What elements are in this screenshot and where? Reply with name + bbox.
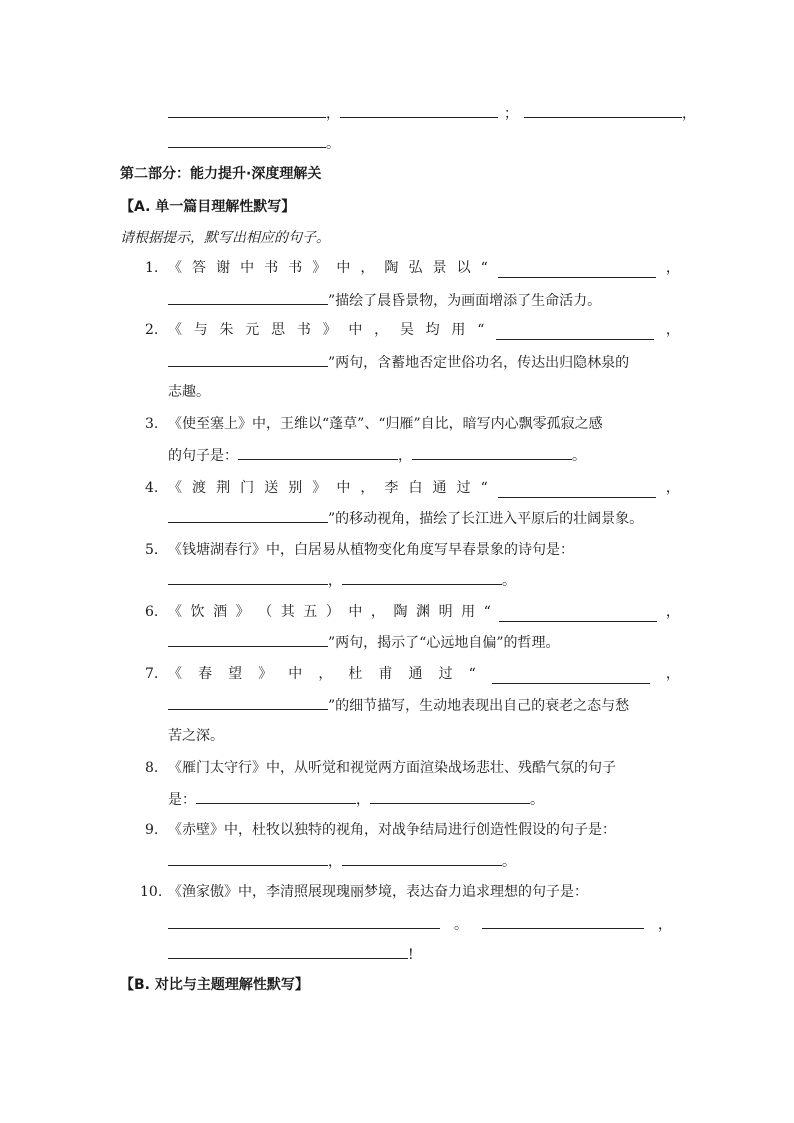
separator: ，	[665, 604, 680, 620]
item-number: 3.	[145, 416, 159, 432]
separator: ，	[665, 322, 680, 338]
prompt-char: 中	[240, 260, 255, 276]
prompt-char: 渊	[416, 604, 431, 620]
item-text: 是：	[168, 792, 196, 808]
end-mark: 。	[502, 854, 516, 870]
item-number: 5.	[145, 542, 159, 558]
end-mark: 。	[530, 792, 544, 808]
prompt-char: 与	[193, 322, 208, 338]
prompt-char: 》	[322, 322, 337, 338]
answer-blank[interactable]	[412, 445, 572, 460]
item-8-line-2	[168, 789, 544, 809]
prompt-char: 景	[432, 260, 447, 276]
answer-blank[interactable]	[370, 789, 530, 804]
answer-blank[interactable]	[168, 133, 326, 148]
item-text: ”的细节描写，生动地表现出自己的衰老之态与愁	[328, 698, 630, 714]
prompt-char: 》	[312, 480, 327, 496]
prompt-char: 门	[240, 480, 255, 496]
item-2-line-2	[168, 352, 629, 372]
item-text: 《钱塘湖春行》中，白居易从植物变化角度写早春景象的诗句是：	[168, 542, 574, 558]
prompt-char: 中	[288, 666, 303, 682]
answer-blank[interactable]	[168, 508, 328, 523]
item-3-line-2	[168, 445, 586, 465]
item-4-line-1	[168, 478, 680, 498]
prompt-char: 中	[348, 322, 363, 338]
prompt-char: 以	[456, 260, 471, 276]
prompt-char: ）	[325, 604, 340, 620]
prompt-char: 《	[168, 322, 182, 338]
item-number: 8.	[145, 760, 159, 776]
prompt-char: 渡	[192, 480, 207, 496]
prompt-char: 谢	[216, 260, 231, 276]
prompt-char: 弘	[408, 260, 423, 276]
prompt-char: 通	[432, 480, 447, 496]
item-7-line-2	[168, 695, 629, 715]
item-text: ”两句，揭示了“心远地自偏”的哲理。	[328, 635, 560, 651]
separator: ；	[504, 106, 518, 122]
item-1-line-1	[168, 258, 680, 278]
item-text: 志趣。	[168, 384, 210, 400]
prompt-char: 书	[296, 322, 311, 338]
part-b-title: 【B. 对比与主题理解性默写】	[120, 977, 309, 993]
item-number: 1.	[145, 260, 159, 276]
answer-blank[interactable]	[168, 290, 328, 305]
prompt-char: 李	[384, 480, 399, 496]
item-text: 《雁门太守行》中，从听觉和视觉两方面渲染战场悲壮、残酷气氛的句子	[168, 760, 616, 776]
answer-blank[interactable]	[498, 483, 656, 498]
prompt-char: 甫	[378, 666, 393, 682]
answer-blank[interactable]	[524, 103, 682, 118]
separator: ，	[356, 792, 370, 808]
prompt-char: 《	[168, 480, 182, 496]
answer-blank[interactable]	[342, 851, 502, 866]
prompt-char: 《	[168, 260, 182, 276]
item-text: ”的移动视角，描绘了长江进入平原后的壮阔景象。	[328, 511, 644, 527]
separator: ，	[328, 854, 342, 870]
item-text: 《渔家傲》中，李清照展现瑰丽梦境，表达奋力追求理想的句子是：	[168, 884, 588, 900]
prompt-char: “	[480, 480, 488, 496]
prompt-char: 元	[245, 322, 260, 338]
item-6-line-1	[168, 602, 680, 622]
answer-blank[interactable]	[168, 944, 408, 959]
prompt-char: 《	[168, 666, 182, 682]
instruction: 请根据提示，默写出相应的句子。	[120, 230, 330, 246]
answer-blank[interactable]	[238, 445, 398, 460]
item-6-line-2	[168, 632, 559, 652]
item-text: 的句子是：	[168, 448, 238, 464]
answer-blank[interactable]	[499, 607, 657, 622]
prompt-char: 均	[425, 322, 440, 338]
answer-blank[interactable]	[168, 914, 440, 929]
answer-blank[interactable]	[168, 570, 328, 585]
answer-blank[interactable]	[168, 352, 328, 367]
separator: ，	[398, 448, 412, 464]
item-2-line-1	[168, 320, 680, 340]
prompt-char: 杜	[348, 666, 363, 682]
prompt-char: 朱	[219, 322, 234, 338]
prompt-char: 通	[408, 666, 423, 682]
answer-blank[interactable]	[168, 103, 326, 118]
prompt-char: 过	[456, 480, 471, 496]
separator: ，	[682, 106, 696, 122]
item-number: 10.	[140, 884, 163, 900]
prompt-char: 望	[228, 666, 243, 682]
prompt-char: 荆	[216, 480, 231, 496]
prompt-char: 五	[303, 604, 318, 620]
prompt-char: 书	[264, 260, 279, 276]
prompt-char: 吴	[399, 322, 414, 338]
prompt-char: 其	[280, 604, 295, 620]
prompt-char: 饮	[190, 604, 205, 620]
answer-blank[interactable]	[492, 669, 650, 684]
item-text: 《赤壁》中，杜牧以独特的视角，对战争结局进行创造性假设的句子是：	[168, 822, 616, 838]
separator: 。	[454, 917, 468, 933]
prompt-char: “	[480, 260, 488, 276]
prompt-char: 中	[348, 604, 363, 620]
prompt-char: “	[468, 666, 476, 682]
item-text: 《使至塞上》中，王维以“蓬草”、“归雁”自比，暗写内心飘零孤寂之感	[168, 416, 603, 432]
prompt-char: ，	[318, 666, 333, 682]
prompt-char: （	[258, 604, 273, 620]
prompt-char: 陶	[384, 260, 399, 276]
prompt-char: 答	[192, 260, 207, 276]
separator: ，	[665, 480, 680, 496]
item-1-line-2	[168, 290, 601, 310]
prompt-char: 酒	[213, 604, 228, 620]
prompt-char: 中	[336, 260, 351, 276]
prompt-char: 思	[271, 322, 286, 338]
prompt-char: 别	[288, 480, 303, 496]
prompt-char: 送	[264, 480, 279, 496]
item-10-line-2	[168, 914, 672, 934]
prompt-char: 书	[288, 260, 303, 276]
answer-blank[interactable]	[498, 263, 656, 278]
end-mark: 。	[326, 136, 340, 152]
prompt-char: 》	[258, 666, 273, 682]
prompt-char: 春	[198, 666, 213, 682]
item-number: 2.	[145, 322, 159, 338]
answer-blank[interactable]	[168, 851, 328, 866]
separator: ，	[665, 260, 680, 276]
prompt-char: ，	[360, 480, 375, 496]
prompt-char: 》	[235, 604, 250, 620]
prompt-char: 》	[312, 260, 327, 276]
prompt-char: 中	[336, 480, 351, 496]
separator: ，	[326, 106, 340, 122]
item-number: 4.	[145, 480, 159, 496]
prompt-char: “	[477, 322, 485, 338]
prompt-char: ，	[370, 604, 385, 620]
answer-blank[interactable]	[340, 103, 498, 118]
item-text: ”两句，含蓄地否定世俗功名，传达出归隐林泉的	[328, 355, 630, 371]
item-text: 苦之深。	[168, 728, 224, 744]
top-answer-line-1	[168, 103, 694, 123]
prompt-char: 过	[438, 666, 453, 682]
item-number: 6.	[145, 604, 159, 620]
part-a-title: 【A. 单一篇目理解性默写】	[120, 199, 296, 215]
answer-blank[interactable]	[196, 789, 356, 804]
prompt-char: 明	[438, 604, 453, 620]
answer-blank[interactable]	[168, 695, 328, 710]
item-number: 9.	[145, 822, 159, 838]
prompt-char: 用	[461, 604, 476, 620]
separator: ，	[658, 917, 672, 933]
item-5-line-2	[168, 570, 516, 590]
prompt-char: 陶	[393, 604, 408, 620]
answer-blank[interactable]	[482, 914, 644, 929]
item-9-line-2	[168, 851, 516, 871]
answer-blank[interactable]	[342, 570, 502, 585]
item-number: 7.	[145, 666, 159, 682]
item-text: ”描绘了晨昏景物，为画面增添了生命活力。	[328, 293, 602, 309]
separator: ，	[328, 573, 342, 589]
answer-blank[interactable]	[496, 325, 654, 340]
item-10-line-3	[168, 944, 414, 964]
prompt-char: 白	[408, 480, 423, 496]
prompt-char: ，	[374, 322, 389, 338]
end-mark: 。	[572, 448, 586, 464]
item-4-line-2	[168, 508, 643, 528]
top-answer-line-2	[168, 133, 340, 153]
section-title: 第二部分：能力提升·深度理解关	[120, 166, 322, 182]
item-7-line-1	[168, 664, 680, 684]
prompt-char: “	[483, 604, 491, 620]
answer-blank[interactable]	[168, 632, 328, 647]
separator: ，	[665, 666, 680, 682]
prompt-char: 用	[451, 322, 466, 338]
prompt-char: ，	[360, 260, 375, 276]
end-mark: 。	[502, 573, 516, 589]
end-mark: !	[408, 947, 414, 963]
prompt-char: 《	[168, 604, 182, 620]
